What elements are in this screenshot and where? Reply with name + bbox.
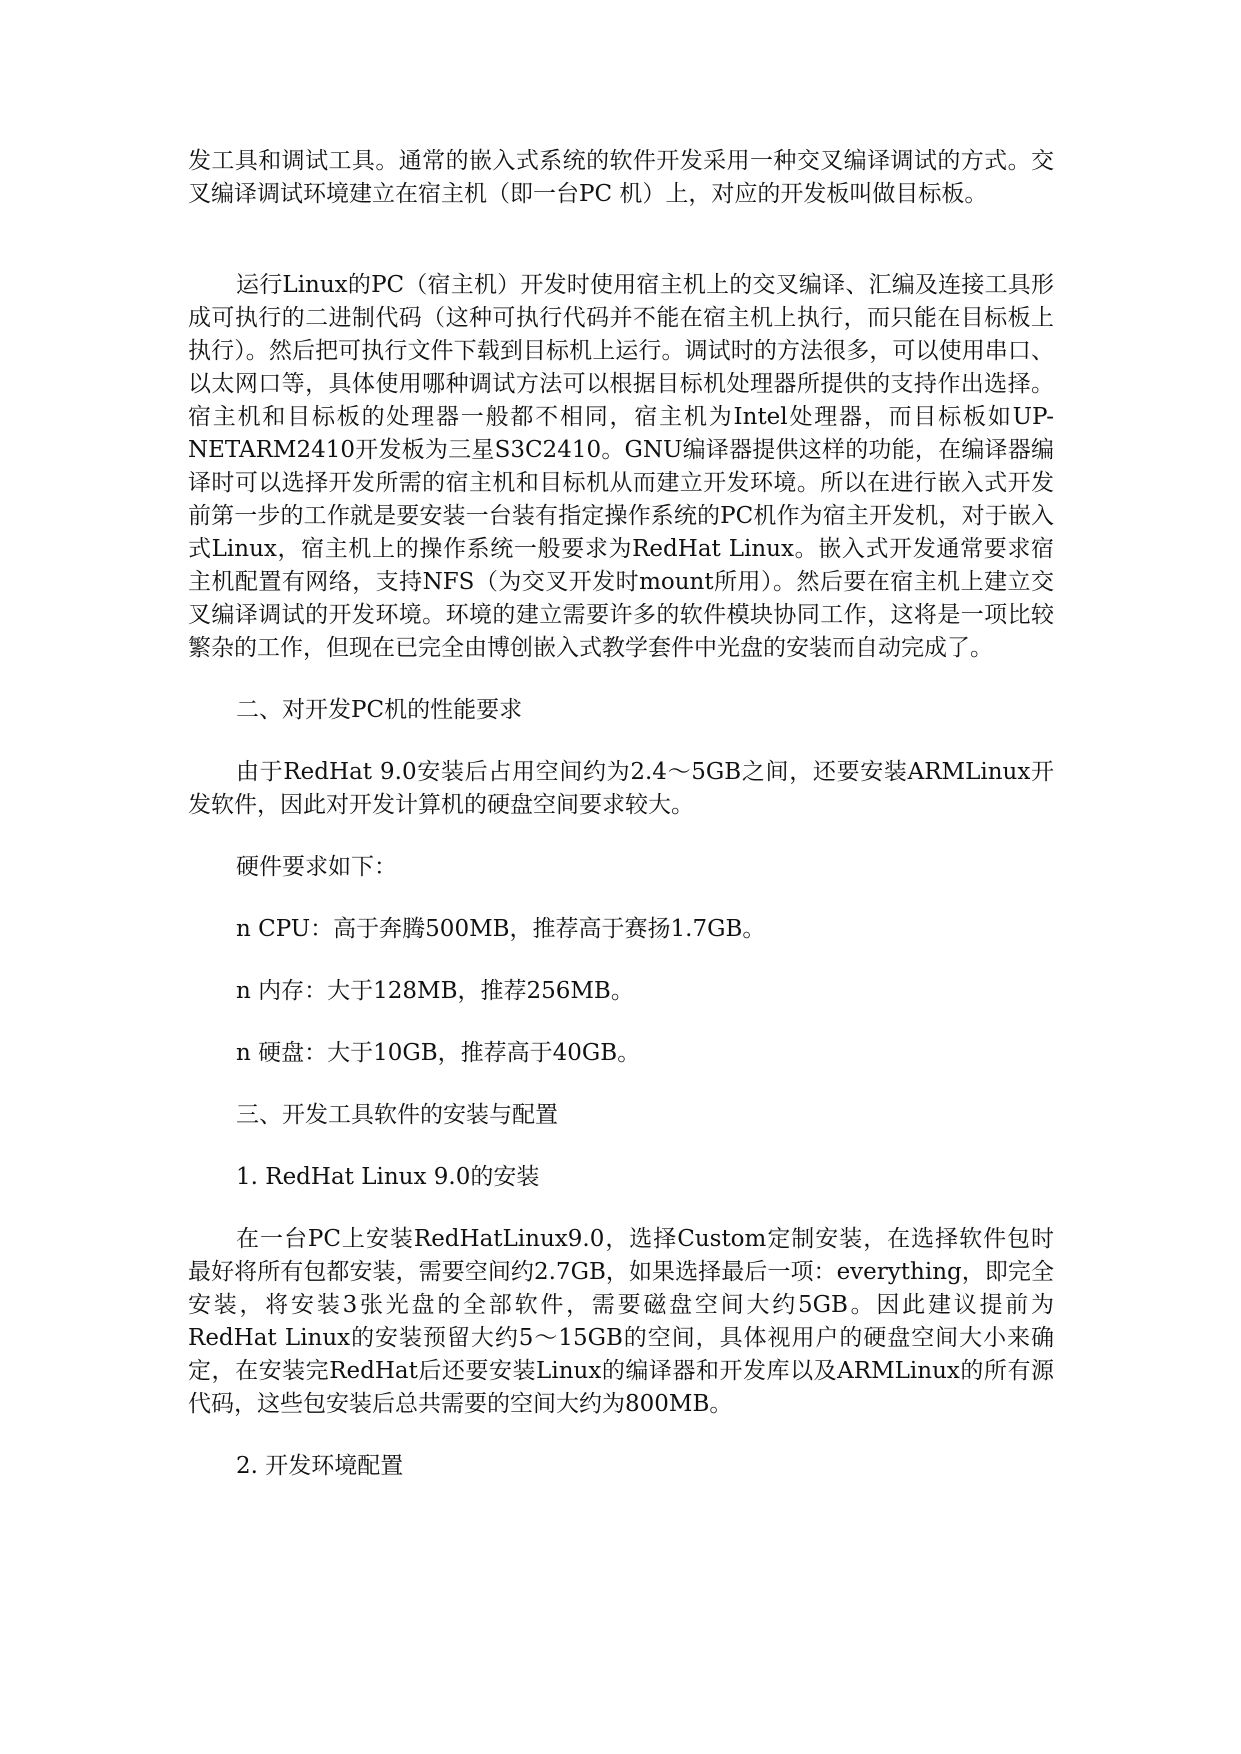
paragraph-intro: 发工具和调试工具。通常的嵌入式系统的软件开发采用一种交叉编译调试的方式。交叉编译调试环境建立在宿主机（即一台PC 机）上，对应的开发板叫做目标板。: [188, 148, 1054, 207]
requirement-memory: n 内存：大于128MB，推荐256MB。: [236, 978, 634, 1004]
requirement-cpu: n CPU：高于奔腾500MB，推荐高于赛扬1.7GB。: [236, 916, 766, 942]
subheading-environment-config: 2. 开发环境配置: [236, 1453, 404, 1479]
subheading-redhat-installation: 1. RedHat Linux 9.0的安装: [236, 1164, 540, 1190]
paragraph-redhat-installation: 在一台PC上安装RedHatLinux9.0，选择Custom定制安装，在选择软件包时最好将所有包都安装，需要空间约2.7GB，如果选择最后一项：everything，即完全安装，将安装3张光盘的全部软件，需要磁盘空间大约5GB。因此建议提前为RedHat Linux的安装预留大约5～15GB的空间，具体视用户的硬盘空间大小来确定，在安装完RedHat后还要安装Linux的编译器和开发库以及ARMLinux的所有源代码，这些包安装后总共需要的空间大约为800MB。: [188, 1226, 1054, 1417]
hardware-requirements-label: 硬件要求如下：: [236, 854, 397, 880]
paragraph-disk-space: 由于RedHat 9.0安装后占用空间约为2.4～5GB之间，还要安装ARMLinux开发软件，因此对开发计算机的硬盘空间要求较大。: [188, 759, 1054, 818]
section-heading-tools-installation: 三、开发工具软件的安装与配置: [236, 1102, 558, 1128]
requirement-disk: n 硬盘：大于10GB，推荐高于40GB。: [236, 1040, 641, 1066]
paragraph-linux-host-development: 运行Linux的PC（宿主机）开发时使用宿主机上的交叉编译、汇编及连接工具形成可执行的二进制代码（这种可执行代码并不能在宿主机上执行，而只能在目标板上执行）。然后把可执行文件下载到目标机上运行。调试时的方法很多，可以使用串口、以太网口等，具体使用哪种调试方法可以根据目标机处理器所提供的支持作出选择。宿主机和目标板的处理器一般都不相同，宿主机为Intel处理器，而目标板如UP-NETARM2410开发板为三星S3C2410。GNU编译器提供这样的功能，在编译器编译时可以选择开发所需的宿主机和目标机从而建立开发环境。所以在进行嵌入式开发前第一步的工作就是要安装一台装有指定操作系统的PC机作为宿主开发机，对于嵌入式Linux，宿主机上的操作系统一般要求为RedHat Linux。嵌入式开发通常要求宿主机配置有网络，支持NFS（为交叉开发时mount所用）。然后要在宿主机上建立交叉编译调试的开发环境。环境的建立需要许多的软件模块协同工作，这将是一项比较繁杂的工作，但现在已完全由博创嵌入式教学套件中光盘的安装而自动完成了。: [188, 272, 1054, 661]
document-body: [188, 145, 1054, 1512]
section-heading-pc-requirements: 二、对开发PC机的性能要求: [236, 697, 523, 723]
